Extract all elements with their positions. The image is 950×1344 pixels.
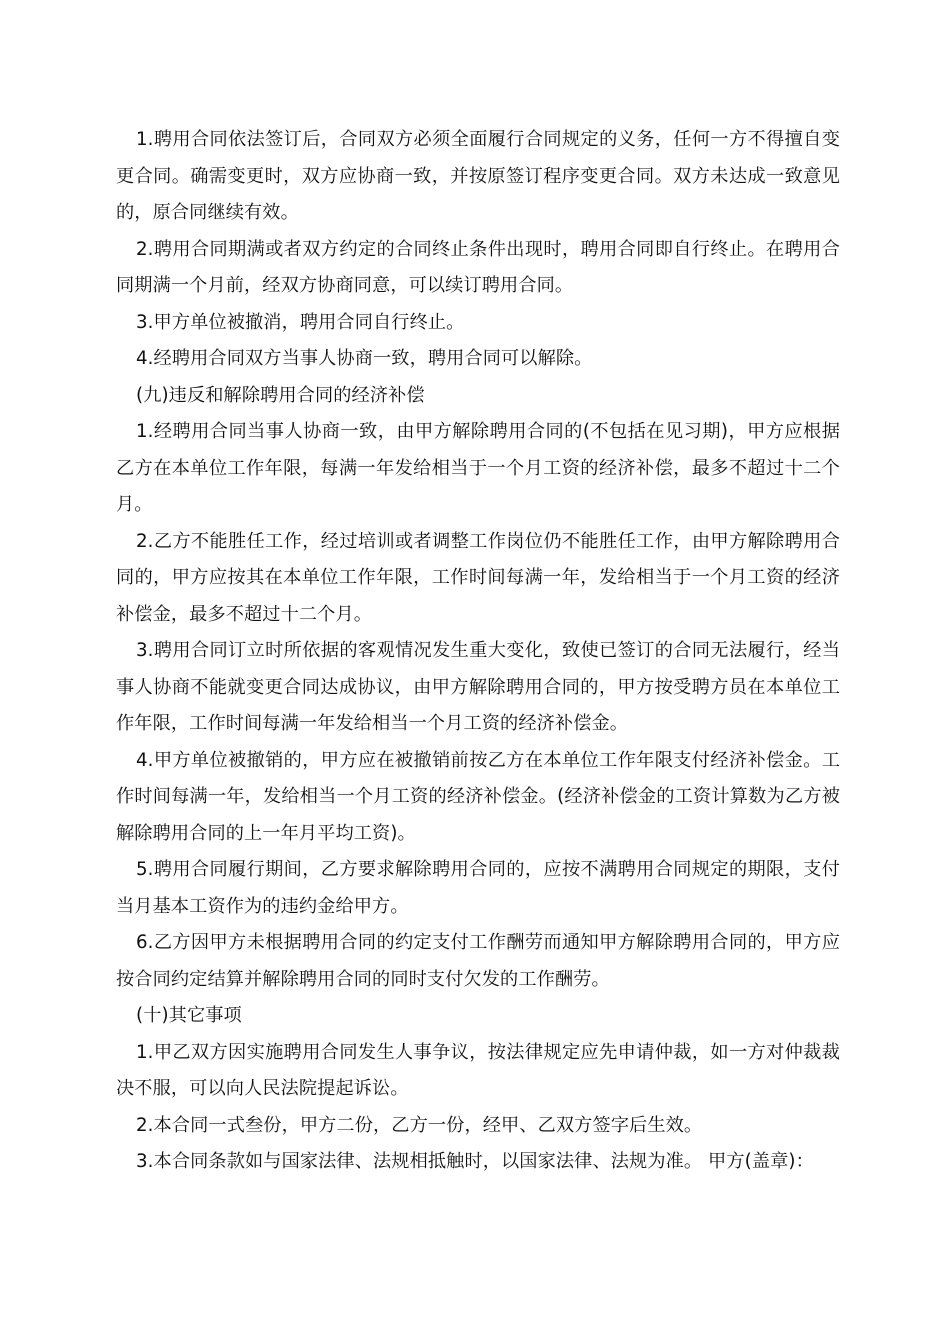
other-clause-1: 1.甲乙双方因实施聘用合同发生人事争议，按法律规定应先申请仲裁，如一方对仲裁裁决不服，可以向人民法院提起诉讼。 bbox=[116, 1041, 840, 1099]
compensation-clause-5: 5.聘用合同履行期间，乙方要求解除聘用合同的，应按不满聘用合同规定的期限，支付当月基本工资作为的违约金给甲方。 bbox=[116, 859, 840, 917]
compensation-clause-3: 3.聘用合同订立时所依据的客观情况发生重大变化，致使已签订的合同无法履行，经当事人协商不能就变更合同达成协议，由甲方解除聘用合同的，甲方按受聘方员在本单位工作年限，工作时间每满一年发给相当一个月工资的经济补偿金。 bbox=[116, 640, 840, 734]
section-heading-other-matters: (十)其它事项 bbox=[136, 1005, 242, 1026]
other-clause-2: 2.本合同一式叁份，甲方二份，乙方一份，经甲、乙双方签字后生效。 bbox=[136, 1114, 703, 1136]
clause-mutual-termination: 4.经聘用合同双方当事人协商一致，聘用合同可以解除。 bbox=[136, 348, 593, 369]
compensation-clause-6: 6.乙方因甲方未根据聘用合同的约定支付工作酬劳而通知甲方解除聘用合同的，甲方应按合同约定结算并解除聘用合同的同时支付欠发的工作酬劳。 bbox=[116, 932, 840, 990]
clause-term-expiry: 2.聘用合同期满或者双方约定的合同终止条件出现时，聘用合同即自行终止。在聘用合同期满一个月前，经双方协商同意，可以续订聘用合同。 bbox=[116, 238, 840, 296]
compensation-clause-1: 1.经聘用合同当事人协商一致，由甲方解除聘用合同的(不包括在见习期)，甲方应根据乙方在本单位工作年限，每满一年发给相当于一个月工资的经济补偿，最多不超过十二个月。 bbox=[116, 421, 840, 515]
document-body bbox=[116, 122, 840, 1181]
compensation-clause-2: 2.乙方不能胜任工作，经过培训或者调整工作岗位仍不能胜任工作，由甲方解除聘用合同的，甲方应按其在本单位工作年限，工作时间每满一年，发给相当于一个月工资的经济补偿金，最多不超过十二个月。 bbox=[116, 530, 840, 625]
clause-unit-revoked: 3.甲方单位被撤消，聘用合同自行终止。 bbox=[136, 311, 465, 333]
section-heading-compensation: (九)违反和解除聘用合同的经济补偿 bbox=[136, 384, 425, 406]
compensation-clause-4: 4.甲方单位被撤销的，甲方应在被撤销前按乙方在本单位工作年限支付经济补偿金。工作时间每满一年，发给相当一个月工资的经济补偿金。(经济补偿金的工资计算数为乙方被解除聘用合同的上一年月平均工资)。 bbox=[116, 749, 840, 844]
other-clause-3: 3.本合同条款如与国家法律、法规相抵触时，以国家法律、法规为准。 甲方(盖章)： bbox=[136, 1151, 814, 1172]
clause-renewal-change: 1.聘用合同依法签订后，合同双方必须全面履行合同规定的义务，任何一方不得擅自变更合同。确需变更时，双方应协商一致，并按原签订程序变更合同。双方未达成一致意见的，原合同继续有效。 bbox=[116, 129, 840, 223]
